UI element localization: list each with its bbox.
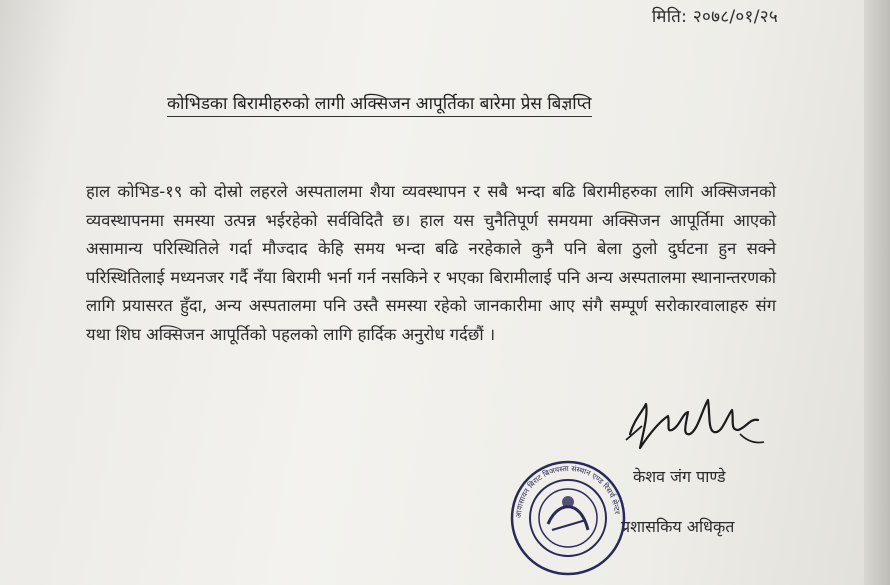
letter-title: कोभिडका बिरामीहरुको लागी अक्सिजन आपूर्तिका बारेमा प्रेस बिज्ञप्ति — [167, 91, 592, 117]
hospital-stamp — [508, 458, 628, 578]
signer-position: प्रशासकिय अधिकृत — [621, 517, 735, 536]
signer-name: केशव जंग पाण्डे — [633, 467, 726, 486]
stamp-ring-text: आवासायन बिराट बिजयस्ता संस्थान एण्ड रिसर्च सेन्टर — [513, 463, 622, 519]
letter-body: हाल कोभिड-१९ को दोस्रो लहरले अस्पतालमा शैया व्यवस्थापन र सबै भन्दा बढि बिरामीहरुका लागि अक्सिजनको व्यवस्थापनमा समस्या उत्पन्न भईरहेको सर्वविदितै छ। हाल यस चुनैतिपूर्ण समयमा अक्सिजन आपूर्तिमा आएको असामान्य परिस्थितिले गर्दा मौज्दाद केहि समय भन्दा बढि नरहेकाले कुनै पनि बेला ठुलो दुर्घटना हुन सक्ने परिस्थितिलाई मध्यनजर गर्दै नँया बिरामी भर्ना गर्न नसकिने र भएका बिरामीलाई पनि अन्य अस्पतालमा स्थानान्तरणको लागि प्रयासरत हुँदा, अन्य अस्पतालमा पनि उस्तै समस्या रहेको जानकारीमा आए संगै सम्पूर्ण सरोकारवालाहरु संग यथा शिघ अक्सिजन आपूर्तिको पहलको लागि हार्दिक अनुरोध गर्दछौं । — [86, 182, 776, 344]
page-edge — [864, 0, 890, 585]
letter-date: मिति: २०७८/०१/२५ — [651, 7, 778, 27]
handwritten-signature — [622, 390, 772, 460]
